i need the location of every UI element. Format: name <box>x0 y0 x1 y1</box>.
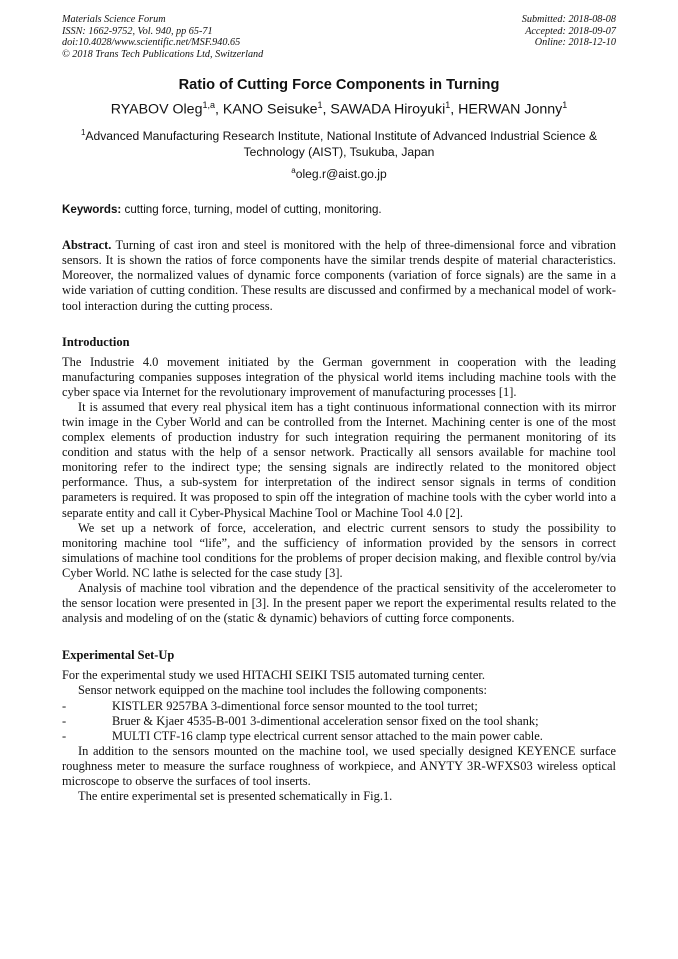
author-list: RYABOV Oleg$^{1,a}$, KANO Seisuke$^1$, SAWADA Hiroyuki$^1$, HERWAN Jonny$^1$ <box>110 100 568 119</box>
author-affiliation-mark: 1 <box>562 100 568 111</box>
author-name: RYABOV Oleg <box>110 102 203 119</box>
keywords-text: cutting force, turning, model of cutting, monitoring. <box>124 203 382 217</box>
abstract <box>62 238 616 313</box>
list-item-text: KISTLER 9257BA 3-dimentional force sensor mounted to the tool turret; <box>112 698 478 713</box>
experimental-paragraph: For the experimental study we used HITACHI SEIKI TSI5 automated turning center. <box>62 668 485 683</box>
intro-paragraph: It is assumed that every real physical item has a tight continuous informational connection with its mirror twin image in the Cyber World and can be controlled from the Internet. Machining center is one of the most complex elements of production industry for such integration requiring the permanent monitoring of its condition and status with the help of a sensor network. Practically all sensors available for machine tool monitoring refer to the indirect type; the sensing signals are indirectly related to the monitored object performance. Thus, a sub-system for interpretation of the indirect sensor signals in terms of condition parameters is required. It was proposed to spin off the integration of machine tools with the cyber world into a separate entity and call it Cyber-Physical Machine Tool or Machine Tool 4.0 [2]. <box>62 399 616 520</box>
experimental-paragraph: Sensor network equipped on the machine tool includes the following components: <box>78 683 487 698</box>
experimental-paragraph: The entire experimental set is presented schematically in Fig.1. <box>78 789 393 804</box>
keywords-label: Keywords: <box>62 203 122 217</box>
journal-info <box>62 14 263 60</box>
author-name: KANO Seisuke <box>222 102 318 119</box>
list-bullet: - <box>62 713 67 728</box>
list-item-text: MULTI CTF-16 clamp type electrical current sensor attached to the main power cable. <box>112 728 543 743</box>
author-affiliation-mark: 1 <box>317 100 323 111</box>
issn-line: ISSN: 1662-9752, Vol. 940, pp 65-71 <box>62 25 213 37</box>
email-mark: a <box>291 166 296 176</box>
sensor-list <box>62 699 616 744</box>
experimental-paragraph: In addition to the sensors mounted on the machine tool, we used specially designed KEYENCE surface roughness meter to measure the surface roughness of workpiece, and ANYTY 3R-WFXS03 wireless optical microscope to observe the surfaces of tool inserts. <box>62 743 616 788</box>
affiliation-text: Advanced Manufacturing Research Institute, National Institute of Advanced Industrial Science & Technology (AIST), Tsukuba, Japan <box>85 129 598 160</box>
paper-page <box>62 14 616 804</box>
intro-paragraph: The Industrie 4.0 movement initiated by the German government in cooperation with the leading manufacturing companies supposes integration of the physical world items including machine tools with the cyber space via Internet for the revolutionary improvement of manufacturing processes [1]. <box>62 354 616 399</box>
copyright-line: © 2018 Trans Tech Publications Ltd, Switzerland <box>62 48 264 60</box>
submitted-date: Submitted: 2018-08-08 <box>521 14 616 25</box>
list-item <box>62 729 616 744</box>
author-name: HERWAN Jonny <box>458 102 563 119</box>
paper-title: Ratio of Cutting Force Components in Turning <box>178 77 500 94</box>
author-affiliation-mark: 1 <box>445 100 451 111</box>
author-name: SAWADA Hiroyuki <box>330 102 446 119</box>
section-heading-experimental: Experimental Set-Up <box>62 648 175 663</box>
contact-email <box>62 166 616 181</box>
doi-line: doi:10.4028/www.scientific.net/MSF.940.65 <box>62 37 241 49</box>
online-date: Online: 2018-12-10 <box>534 37 616 49</box>
list-item-text: Bruer & Kjaer 4535-B-001 3-dimentional acceleration sensor fixed on the tool shank; <box>112 713 539 728</box>
email-address: oleg.r@aist.go.jp <box>295 167 387 182</box>
list-item <box>62 714 616 729</box>
accepted-date: Accepted: 2018-09-07 <box>525 25 616 37</box>
list-bullet: - <box>62 698 67 713</box>
abstract-label: Abstract. <box>62 238 112 253</box>
keywords <box>62 203 616 216</box>
journal-header <box>62 14 616 60</box>
author-affiliation-mark: 1,a <box>202 100 215 111</box>
abstract-text: Turning of cast iron and steel is monitored with the help of three-dimensional force and vibration sensors. It is shown the ratios of force components have the similar trends despite of material characteristics. Moreover, the normalized values of dynamic force components (variation of force signals) are the same in a wide variation of cutting condition. These results are discussed and confirmed by a mechanical model of work-tool interaction during the cutting process. <box>62 238 616 313</box>
affiliation <box>62 125 616 160</box>
intro-paragraph: Analysis of machine tool vibration and the dependence of the practical sensitivity of the accelerometer to the sensor location were presented in [3]. In the present paper we report the experimental results related to the analysis and modeling of on the (static & dynamic) behaviors of cutting force components. <box>62 581 616 626</box>
publication-dates <box>522 14 616 60</box>
list-bullet: - <box>62 728 67 743</box>
list-item <box>62 699 616 714</box>
intro-paragraph: We set up a network of force, acceleration, and electric current sensors to study the possibility to monitoring machine tool “life”, and the sufficiency of information provided by the sensors in correct simulations of machine tool conditions for the problems of proper decision making, and flexible control by/via Cyber World. NC lathe is selected for the case study [3]. <box>62 520 616 580</box>
section-heading-introduction: Introduction <box>62 334 130 349</box>
journal-name: Materials Science Forum <box>62 14 166 25</box>
affiliation-mark: 1 <box>80 128 86 138</box>
